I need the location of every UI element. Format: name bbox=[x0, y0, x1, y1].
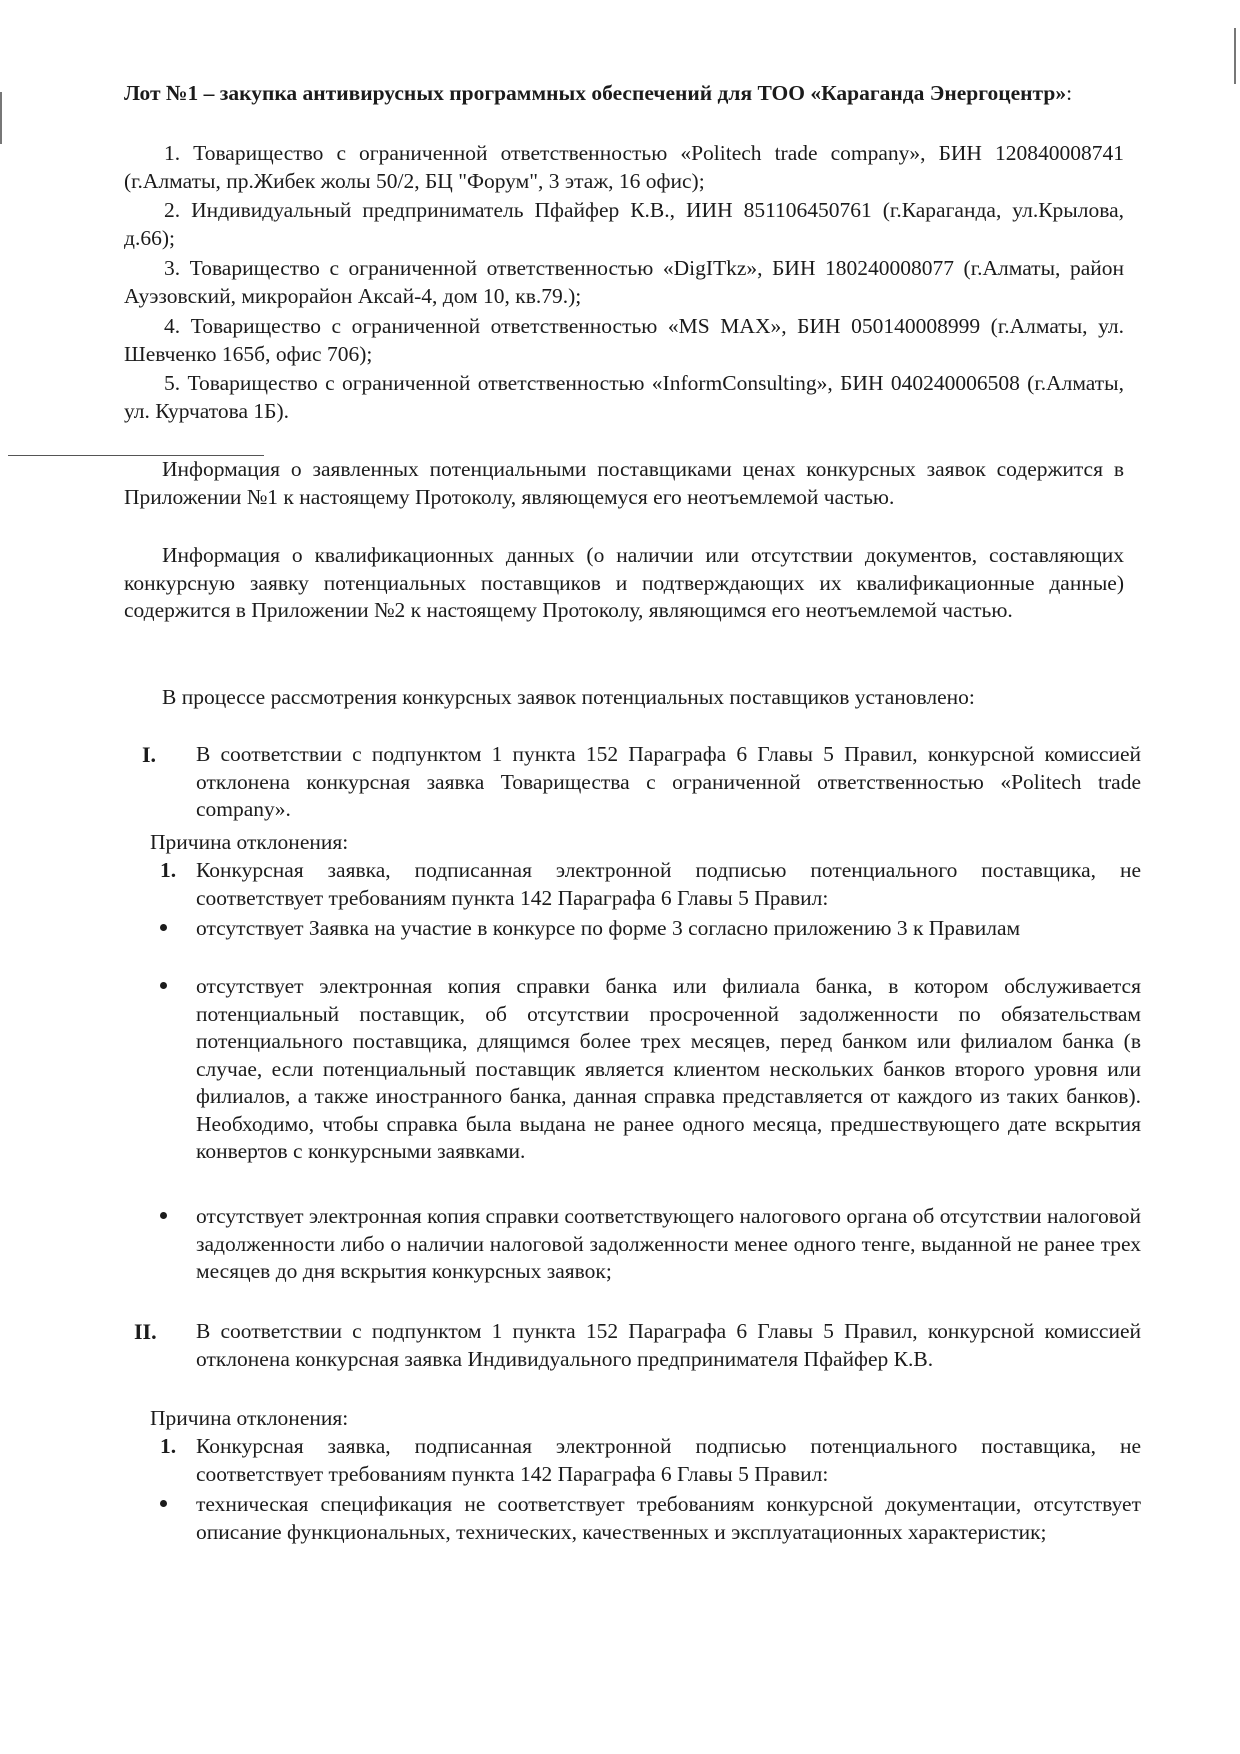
supplier-text: Индивидуальный предприниматель Пфайфер К.В., ИИН 851106450761 (г.Караганда, ул.Крылова, д.66); bbox=[124, 198, 1125, 250]
bullet-icon bbox=[160, 1203, 170, 1213]
supplier-item bbox=[124, 255, 1124, 310]
scan-mark bbox=[1234, 28, 1236, 84]
section-number: I. bbox=[142, 742, 157, 767]
supplier-item bbox=[124, 140, 1124, 195]
bullet-text: отсутствует электронная копия справки соответствующего налогового органа об отсутствии налоговой задолженности либо о наличии налоговой задолженности менее одного тенге, выданной не ранее трех месяцев до дня вскрытия конкурсных заявок; bbox=[196, 1204, 1141, 1283]
item-number: 1. bbox=[160, 1434, 177, 1458]
scan-mark bbox=[0, 92, 2, 144]
bullet-text: техническая спецификация не соответствует требованиям конкурсной документации, отсутствует описание функциональных, технических, качественных и эксплуатационных характеристик; bbox=[196, 1492, 1141, 1544]
lot-heading bbox=[124, 80, 1124, 108]
section-number: II. bbox=[134, 1319, 157, 1344]
supplier-number: 1. bbox=[164, 141, 181, 165]
lot-tail: : bbox=[1066, 81, 1073, 105]
supplier-number: 5. bbox=[164, 371, 181, 395]
bullet-icon bbox=[160, 915, 170, 925]
supplier-text: Товарищество с ограниченной ответственностью «MS MAX», БИН 050140008999 (г.Алматы, ул. Шевченко 165б, офис 706); bbox=[124, 314, 1124, 366]
lot-lead: Лот №1 – закупка bbox=[124, 81, 303, 105]
supplier-item bbox=[124, 197, 1124, 252]
supplier-text: Товарищество с ограниченной ответственностью «Politech trade company», БИН 120840008741 (г.Алматы, пр.Жибек жолы 50/2, БЦ "Форум", 3 этаж, 16 офис); bbox=[124, 141, 1125, 193]
section-text: В соответствии с подпунктом 1 пункта 152 Параграфа 6 Главы 5 Правил, конкурсной комиссией отклонена конкурсная заявка Индивидуального предпринимателя Пфайфер К.В. bbox=[196, 1319, 1141, 1371]
supplier-number: 2. bbox=[164, 198, 181, 222]
bullet-text: отсутствует Заявка на участие в конкурсе по форме 3 согласно приложению 3 к Правилам bbox=[196, 916, 1021, 940]
bullet-text: отсутствует электронная копия справки банка или филиала банка, в котором обслуживается потенциальный поставщик, об отсутствии просроченной задолженности по обязательствам потенциального поставщика, длящимся более трех месяцев, перед банком или филиалом банка (в случае, если потенциальный поставщик является клиентом нескольких банков второго уровня или филиалов, а также иностранного банка, данная справка представляется от каждого из таких банков). Необходимо, чтобы справка была выдана не ранее одного месяца, предшествующего дате вскрытия конвертов с конкурсными заявками. bbox=[196, 974, 1141, 1163]
supplier-item bbox=[124, 313, 1124, 368]
supplier-text: Товарищество с ограниченной ответственностью «InformConsulting», БИН 040240006508 (г.Алматы, ул. Курчатова 1Б). bbox=[124, 371, 1125, 423]
item-text: Конкурсная заявка, подписанная электронной подписью потенциального поставщика, не соответствует требованиям пункта 142 Параграфа 6 Главы 5 Правил: bbox=[196, 858, 1141, 910]
bullet-icon bbox=[160, 973, 170, 983]
reason-label: Причина отклонения: bbox=[150, 830, 349, 854]
lot-subject: антивирусных программных обеспечений для ТОО «Караганда Энергоцентр» bbox=[302, 81, 1067, 105]
info-paragraph: Информация о квалификационных данных (о наличии или отсутствии документов, составляющих конкурсную заявку потенциальных поставщиков и подтверждающих их квалификационные данные) содержится в Приложении №2 к настоящему Протоколу, являющимся его неотъемлемой частью. bbox=[124, 543, 1124, 622]
supplier-item bbox=[124, 370, 1124, 425]
section-text: В соответствии с подпунктом 1 пункта 152 Параграфа 6 Главы 5 Правил, конкурсной комиссией отклонена конкурсная заявка Товарищества с ограниченной ответственностью «Politech trade company». bbox=[196, 742, 1141, 821]
supplier-number: 3. bbox=[164, 256, 181, 280]
item-number: 1. bbox=[160, 858, 177, 882]
bullet-icon bbox=[160, 1491, 170, 1501]
info-paragraph: Информация о заявленных потенциальными поставщиками ценах конкурсных заявок содержится в Приложении №1 к настоящему Протоколу, являющемуся его неотъемлемой частью. bbox=[124, 457, 1124, 509]
item-text: Конкурсная заявка, подписанная электронной подписью потенциального поставщика, не соответствует требованиям пункта 142 Параграфа 6 Главы 5 Правил: bbox=[196, 1434, 1141, 1486]
reason-label: Причина отклонения: bbox=[150, 1406, 349, 1430]
supplier-text: Товарищество с ограниченной ответственностью «DigITkz», БИН 180240008077 (г.Алматы, район Ауэзовский, микрорайон Аксай-4, дом 10, кв.79.); bbox=[124, 256, 1124, 308]
review-intro: В процессе рассмотрения конкурсных заявок потенциальных поставщиков установлено: bbox=[162, 685, 975, 709]
supplier-number: 4. bbox=[164, 314, 181, 338]
